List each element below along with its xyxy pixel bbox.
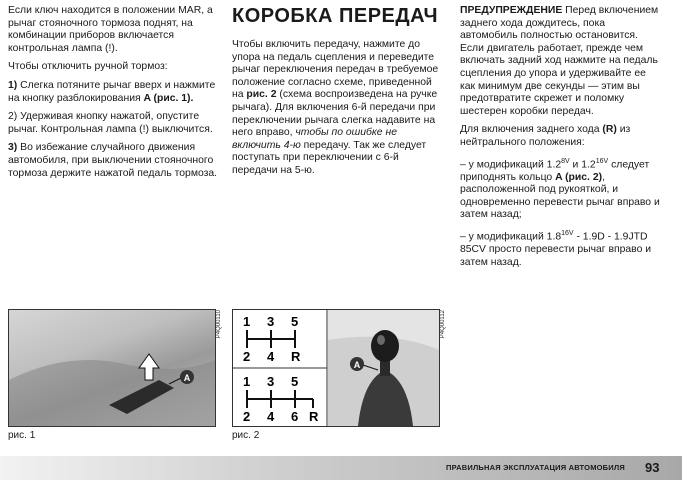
handbrake-illustration [9, 310, 215, 426]
step-3 [8, 142, 220, 180]
step-number: 1) [8, 79, 18, 91]
figure-2 [232, 309, 440, 427]
gear-label: R [291, 349, 301, 364]
footer-section-label: ПРАВИЛЬНАЯ ЭКСПЛУАТАЦИЯ АВТОМОБИЛЯ [446, 463, 625, 472]
text-part: Для включения заднего хода [460, 124, 600, 136]
figure-ref: A (рис. 1). [143, 92, 194, 104]
text-part: из нейтрального положения: [460, 124, 631, 148]
gear-label: 5 [291, 374, 299, 389]
text-part: и 1.2 [569, 159, 596, 170]
gear-label: 5 [291, 314, 299, 329]
column-middle [232, 6, 440, 184]
warning-paragraph [460, 5, 660, 118]
reverse-label: (R) [602, 124, 617, 136]
gear-label: 4 [267, 409, 275, 424]
warning-label: ПРЕДУПРЕЖДЕНИЕ [460, 5, 563, 16]
step-text: Во избежание случайного движения автомобиля, при выключении стояночного тормоза держите нажатой педаль тормоза. [8, 142, 218, 179]
superscript: 16V [595, 157, 609, 165]
gear-label: 6 [291, 409, 299, 424]
gear-label: 4 [267, 349, 275, 364]
text-part: передачу. Так же следует поступать при переключении с 6-й передачи на 5-ю. [232, 139, 427, 176]
text-part: следует приподнять кольцо [460, 159, 650, 183]
section-title: КОРОБКА ПЕРЕДАЧ [232, 5, 439, 27]
callout-letter: A [353, 360, 361, 370]
figure-1-caption: рис. 1 [8, 430, 36, 441]
figure-2-caption: рис. 2 [232, 430, 260, 441]
italic-text: чтобы по ошибке не включить 4-ю [232, 127, 397, 151]
step-number: 3) [8, 142, 18, 154]
paragraph-gearshift [232, 39, 440, 178]
gear-knob [371, 330, 399, 362]
gear-label: 3 [267, 374, 275, 389]
reverse-variant-1 [460, 156, 660, 222]
gear-label: 2 [243, 349, 251, 364]
text-part: Чтобы включить передачу, нажмите до упора на педаль сцепления и переведите рычаг переключения передач в требуемое положение согласно схеме, приведенной на [232, 39, 439, 101]
superscript: 8V [561, 157, 570, 165]
page-number: 93 [645, 460, 660, 475]
text-part: - 1.9D - 1.9JTD 85CV просто перевести рычаг вправо и затем назад. [460, 231, 652, 268]
warning-text: Перед включением заднего хода дождитесь, пока автомобиль полностью остановится. Если двигатель работает, прежде чем включать задний ход нажмите на педаль сцепления до упора и удерживайте ее как минимум две секунды — этим вы предотвратите скрежет и поломку шестерен коробки передач. [460, 5, 659, 117]
column-left [8, 5, 220, 186]
gear-label: 2 [243, 409, 251, 424]
gear-label: R [309, 409, 319, 424]
figure-2-code: P4Q00112 [440, 310, 446, 339]
step-text: Слегка потяните рычаг вверх и нажмите на кнопку разблокирования [8, 79, 216, 104]
text-part: (схема воспроизведена на ручке рычага). Для включения 6-й передачи при переключении рычага слегка надавите на него вправо, [232, 89, 438, 139]
gear-label: 3 [267, 314, 275, 329]
gear-label: 1 [243, 374, 251, 389]
reverse-variant-2 [460, 228, 660, 269]
callout-letter: A [183, 373, 191, 383]
paragraph-instruction: Чтобы отключить ручной тормоз: [8, 61, 168, 73]
text-part: , расположенной под рукояткой, и одновременно перевести рычаг вправо и затем назад; [460, 171, 660, 221]
column-right [460, 5, 660, 275]
reverse-intro [460, 124, 660, 149]
figure-ref: рис. 2 [246, 89, 277, 101]
figure-1-code: P4Q00110 [216, 310, 222, 339]
step-1 [8, 80, 220, 105]
text-part: – у модификаций 1.8 [460, 231, 562, 243]
figure-ref: A (рис. 2) [555, 171, 603, 183]
figure-1-photo [8, 309, 216, 427]
paragraph-intro: Если ключ находится в положении MAR, а рычаг стояночного тормоза поднят, на комбинации приборов включается контрольная лампа (!). [8, 5, 213, 54]
text-part: – у модификаций 1.2 [460, 159, 562, 170]
gear-label: 1 [243, 314, 251, 329]
gear-diagram [233, 310, 439, 426]
superscript: 16V [561, 229, 574, 237]
step-2: 2) Удерживая кнопку нажатой, опустите рычаг. Контрольная лампа (!) выключится. [8, 111, 213, 135]
